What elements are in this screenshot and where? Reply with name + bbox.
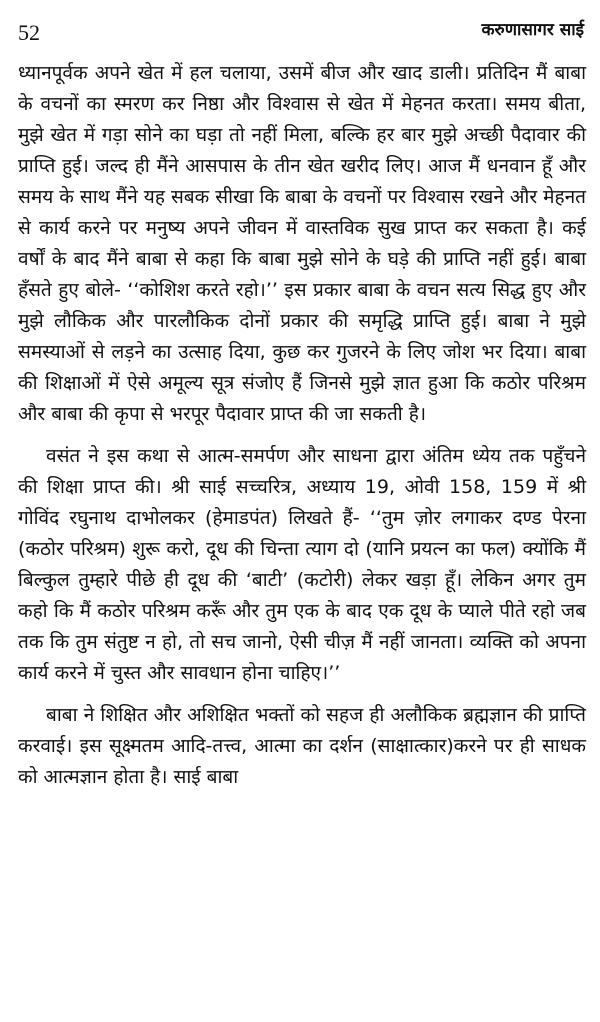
- running-title: करुणासागर साई: [481, 20, 584, 40]
- paragraph-1: ध्यानपूर्वक अपने खेत में हल चलाया, उसमें बीज और खाद डाली। प्रतिदिन मैं बाबा के वचनों का स्मरण कर निष्ठा और विश्वास से खेत में मेहनत करता। समय बीता, मुझे खेत में गड़ा सोने का घड़ा तो नहीं मिला, बल्कि हर बार मुझे अच्छी पैदावार की प्राप्ति हुई। जल्द ही मैंने आसपास के तीन खेत खरीद लिए। आज मैं धनवान हूँ और समय के साथ मैंने यह सबक सीखा कि बाबा के वचनों पर विश्वास रखने और मेहनत से कार्य करने पर मनुष्य अपने जीवन में वास्तविक सुख प्राप्त कर सकता है। कई वर्षों के बाद मैंने बाबा से कहा कि बाबा मुझे सोने के घड़े की प्राप्ति नहीं हुई। बाबा हँसते हुए बोले- ‘‘कोशिश करते रहो।’’ इस प्रकार बाबा के वचन सत्य सिद्ध हुए और मुझे लौकिक और पारलौकिक दोनों प्रकार की समृद्धि प्राप्ति हुई। बाबा ने मुझे समस्याओं से लड़ने का उत्साह दिया, कुछ कर गुजरने के लिए जोश भर दिया। बाबा की शिक्षाओं में ऐसे अमूल्य सूत्र संजोए हैं जिनसे मुझे ज्ञात हुआ कि कठोर परिश्रम और बाबा की कृपा से भरपूर पैदावार प्राप्त की जा सकती है।: [18, 62, 586, 425]
- paragraph-2: वसंत ने इस कथा से आत्म-समर्पण और साधना द्वारा अंतिम ध्येय तक पहुँचने की शिक्षा प्राप्त की। श्री साई सच्चरित्र, अध्याय 19, ओवी 158, 159 में श्री गोविंद रघुनाथ दाभोलकर (हेमाडपंत) लिखते हैं- ‘‘तुम ज़ोर लगाकर दण्ड पेरना (कठोर परिश्रम) शुरू करो, दूध की चिन्ता त्याग दो (यानि प्रयत्न का फल) क्योंकि मैं बिल्कुल तुम्हारे पीछे ही दूध की ‘बाटी’ (कटोरी) लेकर खड़ा हूँ। लेकिन अगर तुम कहो कि मैं कठोर परिश्रम करूँ और तुम एक के बाद एक दूध के प्याले पीते रहो जब तक कि तुम संतुष्ट न हो, तो सच जानो, ऐसी चीज़ मैं नहीं जानता। व्यक्ति को अपना कार्य करने में चुस्त और सावधान होना चाहिए।’’: [18, 445, 586, 684]
- body-text: [18, 58, 586, 804]
- page-header: [18, 10, 584, 44]
- page-number: 52: [18, 20, 40, 45]
- paragraph-3: बाबा ने शिक्षित और अशिक्षित भक्तों को सहज ही अलौकिक ब्रह्मज्ञान की प्राप्ति करवाई। इस सूक्ष्मतम आदि-तत्त्व, आत्मा का दर्शन (साक्षात्कार)करने पर ही साधक को आत्मज्ञान होता है। साई बाबा: [18, 704, 586, 788]
